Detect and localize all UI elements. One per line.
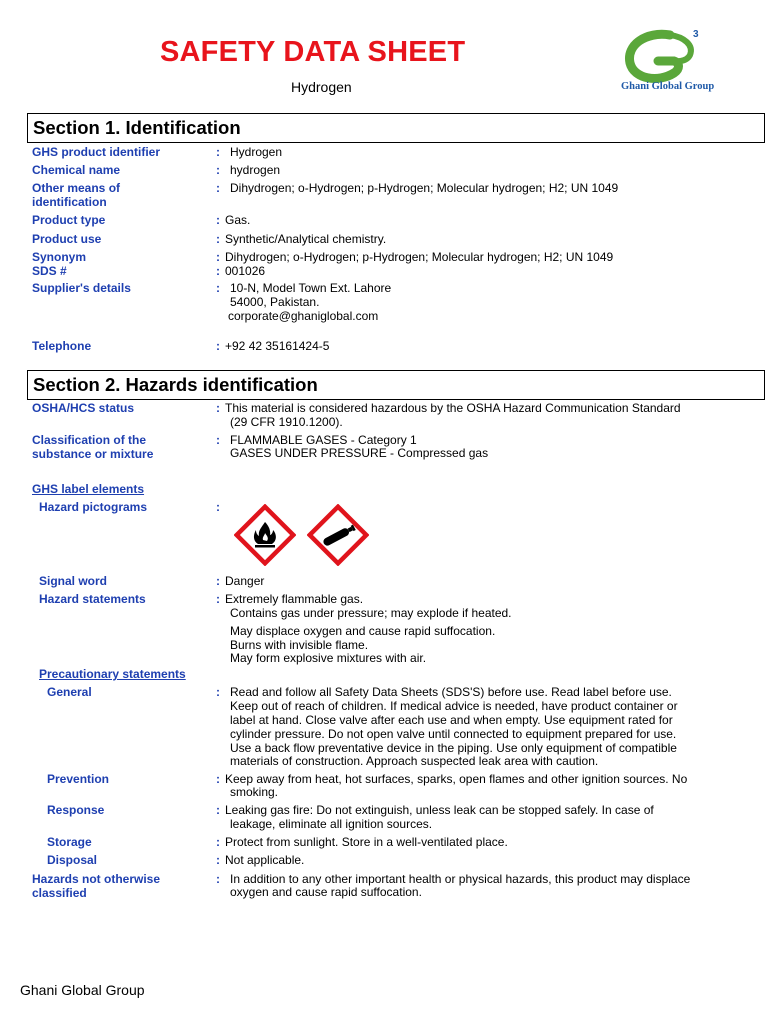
disposal-value: Not applicable. bbox=[225, 853, 305, 867]
hazard-statement-line: Burns with invisible flame. bbox=[230, 638, 369, 652]
hnoc-label: Hazards not otherwise bbox=[32, 872, 161, 886]
colon: : bbox=[216, 339, 220, 353]
logo-superscript: 3 bbox=[693, 29, 699, 40]
general-line: label at hand. Close valve after each use and when empty. Use equipment rated for bbox=[230, 713, 673, 727]
response-line: Leaking gas fire: Do not extinguish, unless leak can be stopped safely. In case of bbox=[225, 803, 654, 817]
classification-label: Classification of the bbox=[32, 433, 147, 447]
colon: : bbox=[216, 145, 220, 159]
flame-pictogram-icon bbox=[234, 504, 296, 566]
general-label: General bbox=[47, 685, 92, 699]
classification-value-1: FLAMMABLE GASES - Category 1 bbox=[230, 433, 417, 447]
colon: : bbox=[216, 574, 220, 588]
product-type-label: Product type bbox=[32, 213, 106, 227]
colon: : bbox=[216, 853, 220, 867]
prevention-line: Keep away from heat, hot surfaces, sparks, open flames and other ignition sources. No bbox=[225, 772, 688, 786]
product-name: Hydrogen bbox=[291, 79, 352, 95]
response-label: Response bbox=[47, 803, 105, 817]
disposal-label: Disposal bbox=[47, 853, 98, 867]
osha-status-value: This material is considered hazardous by the OSHA Hazard Communication Standard bbox=[225, 401, 681, 415]
synonym-value: Dihydrogen; o-Hydrogen; p-Hydrogen; Molecular hydrogen; H2; UN 1049 bbox=[225, 250, 614, 264]
general-line: materials of construction. Approach suspected leak area with caution. bbox=[230, 754, 599, 768]
telephone-value: +92 42 35161424-5 bbox=[225, 339, 330, 353]
sds-number-value: 001026 bbox=[225, 264, 266, 278]
telephone-label: Telephone bbox=[32, 339, 92, 353]
footer-company-name: Ghani Global Group bbox=[20, 982, 145, 998]
chemical-name-label: Chemical name bbox=[32, 163, 121, 177]
osha-status-label: OSHA/HCS status bbox=[32, 401, 135, 415]
supplier-email: corporate@ghaniglobal.com bbox=[228, 309, 379, 323]
hazard-statement-line: May displace oxygen and cause rapid suffocation. bbox=[230, 624, 496, 638]
signal-word-value: Danger bbox=[225, 574, 265, 588]
document-title: SAFETY DATA SHEET bbox=[160, 36, 466, 68]
precautionary-statements-heading: Precautionary statements bbox=[39, 667, 186, 681]
classification-label-2: substance or mixture bbox=[32, 447, 154, 461]
colon: : bbox=[216, 803, 220, 817]
colon: : bbox=[216, 250, 220, 264]
section1-heading: Section 1. Identification bbox=[27, 113, 765, 143]
signal-word-label: Signal word bbox=[39, 574, 108, 588]
hazard-pictograms-label: Hazard pictograms bbox=[39, 500, 148, 514]
colon: : bbox=[216, 835, 220, 849]
osha-status-value-2: (29 CFR 1910.1200). bbox=[230, 415, 343, 429]
section2-heading: Section 2. Hazards identification bbox=[27, 370, 765, 400]
colon: : bbox=[216, 592, 220, 606]
gas-cylinder-pictogram-icon bbox=[307, 504, 369, 566]
ghs-identifier-label: GHS product identifier bbox=[32, 145, 161, 159]
classification-value-2: GASES UNDER PRESSURE - Compressed gas bbox=[230, 446, 489, 460]
other-means-value: Dihydrogen; o-Hydrogen; p-Hydrogen; Molecular hydrogen; H2; UN 1049 bbox=[230, 181, 619, 195]
ghs-label-elements-heading: GHS label elements bbox=[32, 482, 145, 496]
general-line: Use a back flow preventative device in the piping. Use only equipment of compatible bbox=[230, 741, 677, 755]
storage-label: Storage bbox=[47, 835, 92, 849]
supplier-details-label: Supplier's details bbox=[32, 281, 131, 295]
storage-value: Protect from sunlight. Store in a well-ventilated place. bbox=[225, 835, 508, 849]
hazard-statement-line: Extremely flammable gas. bbox=[225, 592, 364, 606]
response-line: leakage, eliminate all ignition sources. bbox=[230, 817, 433, 831]
product-use-value: Synthetic/Analytical chemistry. bbox=[225, 232, 387, 246]
sds-number-label: SDS # bbox=[32, 264, 67, 278]
general-line: Read and follow all Safety Data Sheets (SDS'S) before use. Read label before use. bbox=[230, 685, 672, 699]
synonym-label: Synonym bbox=[32, 250, 87, 264]
colon: : bbox=[216, 500, 220, 514]
general-line: cylinder pressure. Do not open valve until connected to equipment prepared for use. bbox=[230, 727, 677, 741]
hnoc-line: oxygen and cause rapid suffocation. bbox=[230, 885, 422, 899]
hazard-statement-line: May form explosive mixtures with air. bbox=[230, 651, 427, 665]
other-means-label-2: identification bbox=[32, 195, 107, 209]
supplier-address-line1: 10-N, Model Town Ext. Lahore bbox=[230, 281, 392, 295]
colon: : bbox=[216, 772, 220, 786]
hnoc-line: In addition to any other important health or physical hazards, this product may displace bbox=[230, 872, 691, 886]
colon: : bbox=[216, 181, 220, 195]
chemical-name-value: hydrogen bbox=[230, 163, 281, 177]
product-type-value: Gas. bbox=[225, 213, 251, 227]
hazard-statements-label: Hazard statements bbox=[39, 592, 146, 606]
other-means-label: Other means of bbox=[32, 181, 121, 195]
colon: : bbox=[216, 213, 220, 227]
colon: : bbox=[216, 232, 220, 246]
logo-text: Ghani Global Group bbox=[621, 81, 715, 92]
colon: : bbox=[216, 264, 220, 278]
colon: : bbox=[216, 163, 220, 177]
product-use-label: Product use bbox=[32, 232, 102, 246]
colon: : bbox=[216, 401, 220, 415]
supplier-address-line2: 54000, Pakistan. bbox=[230, 295, 320, 309]
colon: : bbox=[216, 685, 220, 699]
hazard-statement-line: Contains gas under pressure; may explode if heated. bbox=[230, 606, 512, 620]
prevention-line: smoking. bbox=[230, 785, 279, 799]
colon: : bbox=[216, 872, 220, 886]
ghs-identifier-value: Hydrogen bbox=[230, 145, 283, 159]
colon: : bbox=[216, 281, 220, 295]
general-line: Keep out of reach of children. If medical advice is needed, have product container or bbox=[230, 699, 678, 713]
colon: : bbox=[216, 433, 220, 447]
prevention-label: Prevention bbox=[47, 772, 110, 786]
hnoc-label-2: classified bbox=[32, 886, 87, 900]
